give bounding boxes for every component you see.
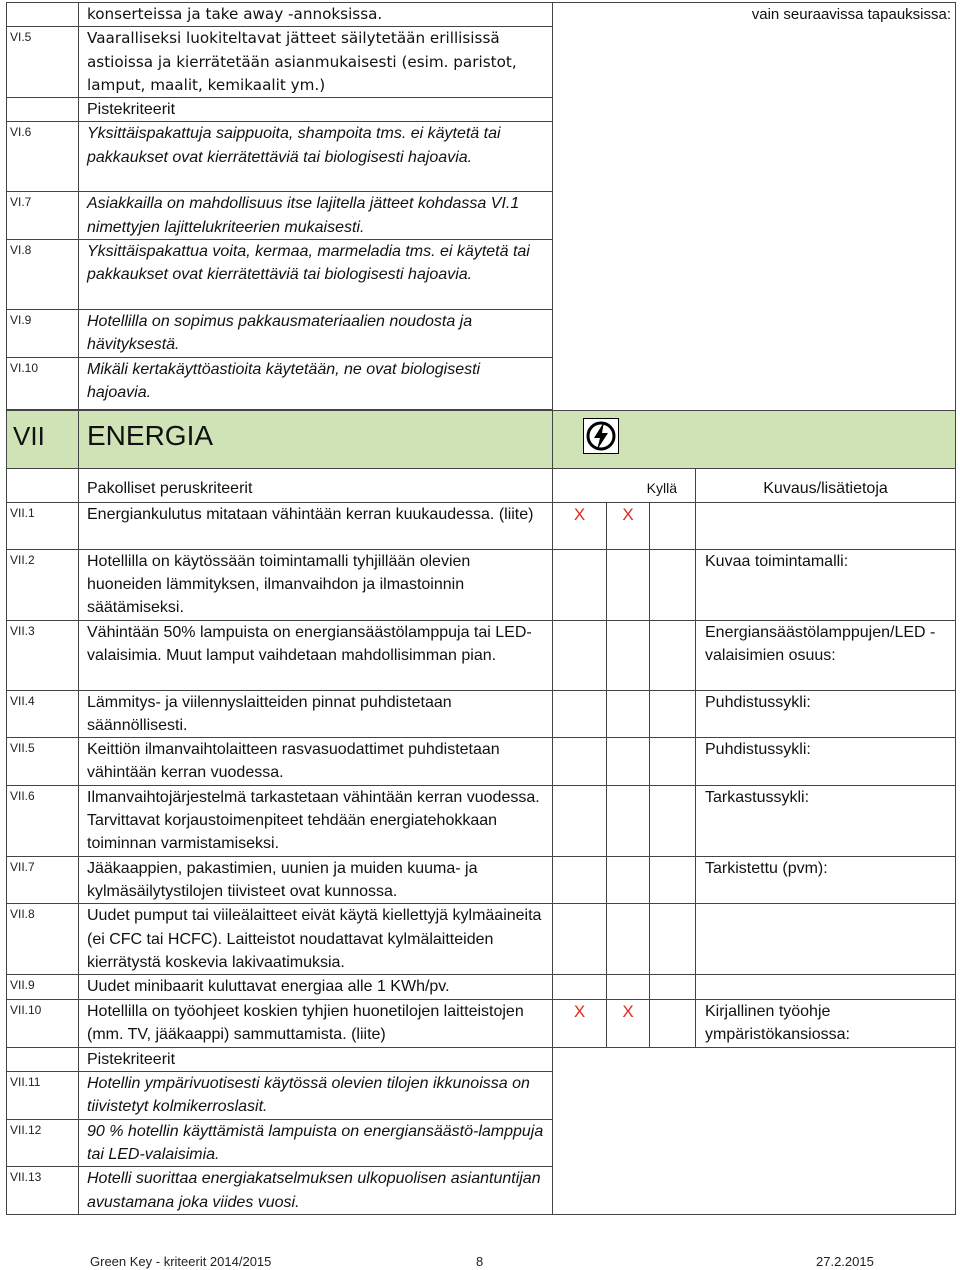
yes-mark: X [622,504,634,524]
row-text: Hotelli suorittaa energiakatselmuksen ulkopuolisen asiantuntijan avustamana joka viides vuosi. [87,1170,541,1211]
row-code [7,3,78,5]
table-cell [553,502,607,549]
table-cell [650,738,696,786]
energy-lightning-icon [583,418,619,454]
row-text: Vaaralliseksi luokiteltavat jätteet säilytetään erillisissä astioissa ja kierrätetään asianmukaisesti (esim. paristot, lamput, maalit, kemikaalit ym.) [87,29,517,94]
table-cell [553,738,607,786]
row-code: VI.5 [10,30,32,45]
section-code: VII [13,420,45,451]
table-cell [7,549,79,620]
table-cell [553,975,607,1000]
row-note: Tarkastussykli: [705,788,810,806]
table-cell [79,1167,553,1215]
row-text: Pistekriteerit [87,101,176,119]
table-cell [553,785,607,856]
criteria-table [6,2,956,1215]
table-cell [79,310,553,358]
table-cell [696,502,956,549]
table-cell [607,785,650,856]
table-cell [650,502,696,549]
table-cell [79,468,553,502]
footer-date: 27.2.2015 [816,1254,874,1269]
top-note-cell [553,3,956,411]
table-cell [79,975,553,1000]
table-row [7,1000,956,1048]
table-cell [7,1167,79,1215]
table-cell [650,856,696,904]
table-cell [7,1000,79,1048]
table-cell [7,240,79,310]
table-row [7,975,956,1000]
table-cell [79,1119,553,1167]
table-row [7,785,956,856]
table-cell [7,690,79,738]
row-code: VI.6 [10,125,32,140]
table-cell [607,690,650,738]
row-text [79,27,553,98]
table-cell [79,785,553,856]
row-code: VII.11 [10,1075,41,1090]
row-note: Tarkistettu (pvm): [705,859,828,877]
table-row [7,549,956,620]
table-cell [7,357,79,409]
row-text: Jääkaappien, pakastimien, uunien ja muiden kuuma- ja kylmäsäilytystilojen tiivisteet ovat kunnossa. [87,859,478,900]
table-cell [79,620,553,690]
row-text: konserteissa ja take away -annoksissa. [87,5,383,23]
table-row [7,856,956,904]
row-code: VI.9 [10,313,32,328]
row-code: VII.12 [10,1122,42,1137]
table-row [7,904,956,975]
table-cell [553,904,607,975]
table-cell [696,975,956,1000]
row-code: VII.13 [10,1170,42,1185]
table-cell [7,468,79,502]
table-cell [7,310,79,358]
table-cell [553,620,607,690]
table-cell [696,620,956,690]
table-cell [696,904,956,975]
table-cell [553,410,650,468]
table-cell [79,240,553,310]
table-cell [79,1000,553,1048]
table-row [7,690,956,738]
table-cell [650,975,696,1000]
table-cell [79,549,553,620]
yes-header: Kyllä [646,479,677,496]
row-text: Hotellilla on sopimus pakkausmateriaalien noudosta ja hävityksestä. [87,313,473,354]
table-cell [650,904,696,975]
table-cell [79,690,553,738]
row-code: VI.10 [10,360,39,375]
table-row [7,620,956,690]
row-code [7,27,79,98]
row-code: VII.6 [10,788,35,803]
row-text: Vähintään 50% lampuista on energiansäästölamppuja tai LED-valaisimia. Muut lamput vaihdetaan mahdollisimman pian. [87,623,532,664]
table-cell [553,549,607,620]
row-code: VII.10 [10,1003,42,1018]
top-note: vain seuraavissa tapauksissa: [751,6,952,23]
row-text [79,3,553,27]
row-note: Kirjallinen työohje ympäristökansiossa: [705,1003,850,1044]
table-cell [7,904,79,975]
row-text: Yksittäispakattuja saippuoita, shampoita tms. ei käytetä tai pakkaukset ovat kierrätettäviä tai biologisesti hajoavia. [87,125,501,166]
table-cell [650,1000,696,1048]
table-cell [79,904,553,975]
table-cell [7,410,79,468]
table-cell [553,1047,956,1214]
row-code: VII.4 [10,693,35,708]
table-cell [696,1000,956,1048]
mandatory-label: Pakolliset peruskriteerit [87,479,253,497]
table-cell [79,1047,553,1071]
row-text: 90 % hotellin käyttämistä lampuista on energiansäästö-lamppuja tai LED-valaisimia. [87,1122,544,1163]
row-code: VI.8 [10,243,32,258]
points-header: Pistekriteerit [87,1050,176,1068]
table-cell [696,549,956,620]
row-text: Hotellilla on työohjeet koskien tyhjien huonetilojen laitteistojen (mm. TV, jääkaappi) sammuttamista. (liite) [87,1003,524,1044]
points-header [79,98,553,122]
row-note: Puhdistussykli: [705,693,811,711]
table-cell [7,856,79,904]
table-cell [79,738,553,786]
desc-header: Kuvaus/lisätietoja [763,479,888,497]
row-code: VII.8 [10,907,35,922]
row-code: VII.5 [10,741,35,756]
table-cell [79,192,553,240]
row-note: Kuvaa toimintamalli: [705,552,849,570]
table-cell [650,785,696,856]
row-text: Hotellilla on käytössään toimintamalli tyhjillään olevien huoneiden lämmityksen, ilmanvaihdon ja ilmastoinnin säätämiseksi. [87,552,471,617]
row-text: Hotellin ympärivuotisesti käytössä olevien tilojen ikkunoissa on tiivistetyt kolmikerroslasit. [87,1075,530,1116]
yes-mark: X [573,504,586,524]
row-text: Yksittäispakattua voita, kermaa, marmeladia tms. ei käytetä tai pakkaukset ovat kierrätettäviä tai biologisesti hajoavia. [87,243,530,284]
table-cell [607,975,650,1000]
row-note: Energiansäästölamppujen/LED -valaisimien osuus: [705,623,936,664]
table-cell [607,620,650,690]
table-cell [7,1072,79,1120]
table-cell [650,620,696,690]
table-cell [553,856,607,904]
table-cell [79,410,553,468]
table-cell [7,502,79,549]
table-cell [7,785,79,856]
table-cell [553,468,696,502]
row-text: Uudet minibaarit kuluttavat energiaa alle 1 KWh/pv. [87,978,450,996]
row-text: Ilmanvaihtojärjestelmä tarkastetaan vähintään kerran vuodessa. Tarvittavat korjaustoimenpiteet tehdään energiatehokkaan toiminnan varmistamiseksi. [87,788,540,853]
yes-mark: X [573,1002,586,1022]
table-cell [79,122,553,192]
row-code: VII.1 [10,505,35,520]
section-title: ENERGIA [87,419,214,451]
table-cell [553,1000,607,1048]
row-code [7,3,79,27]
table-cell [7,620,79,690]
table-cell [607,1000,650,1048]
table-cell [696,856,956,904]
table-cell [650,690,696,738]
table-row [7,738,956,786]
row-text: Energiankulutus mitataan vähintään kerran kuukaudessa. (liite) [87,505,534,523]
row-text: Lämmitys- ja viilennyslaitteiden pinnat puhdistetaan säännöllisesti. [87,693,452,734]
table-cell [79,1072,553,1120]
row-text: Asiakkailla on mahdollisuus itse lajitella jätteet kohdassa VI.1 nimettyjen lajittelukriteerien mukaisesti. [87,195,520,236]
table-cell [7,738,79,786]
table-cell [7,192,79,240]
table-cell [553,690,607,738]
section-header-energia [7,410,956,468]
table-cell [607,502,650,549]
table-cell [696,785,956,856]
row-code: VII.3 [10,623,35,638]
row-text: Mikäli kertakäyttöastioita käytetään, ne ovat biologisesti hajoavia. [87,360,481,401]
table-cell [607,549,650,620]
table-cell [79,357,553,409]
table-row [7,502,956,549]
row-code: VII.2 [10,552,35,567]
table-cell [79,856,553,904]
table-cell [7,98,79,122]
row-note: Puhdistussykli: [705,741,811,759]
row-code: VII.7 [10,859,35,874]
table-cell [607,738,650,786]
table-cell [607,856,650,904]
table-row [7,1047,956,1071]
row-text: Uudet pumput tai viileälaitteet eivät käytä kiellettyjä kylmäaineita (ei CFC tai HCFC). Laitteistot noudattavat kylmälaitteiden kierrätystä koskevia lakivaatimuksia. [87,907,542,971]
table-cell [7,1047,79,1071]
table-cell [696,468,956,502]
table-cell [7,975,79,1000]
table-cell [7,122,79,192]
footer-left: Green Key - kriteerit 2014/2015 [90,1254,272,1269]
row-text: Keittiön ilmanvaihtolaitteen rasvasuodattimet puhdistetaan vähintään kerran vuodessa. [87,741,500,782]
table-cell [696,690,956,738]
table-cell [650,549,696,620]
table-cell [696,738,956,786]
row-code: VII.9 [10,978,35,993]
yes-mark: X [622,1002,634,1022]
table-cell [650,410,956,468]
row-code: VI.7 [10,195,32,210]
mandatory-header-row [7,468,956,502]
table-cell [7,1119,79,1167]
table-row [7,3,956,27]
table-cell [607,904,650,975]
table-cell [79,502,553,549]
footer-page-number: 8 [476,1254,484,1269]
